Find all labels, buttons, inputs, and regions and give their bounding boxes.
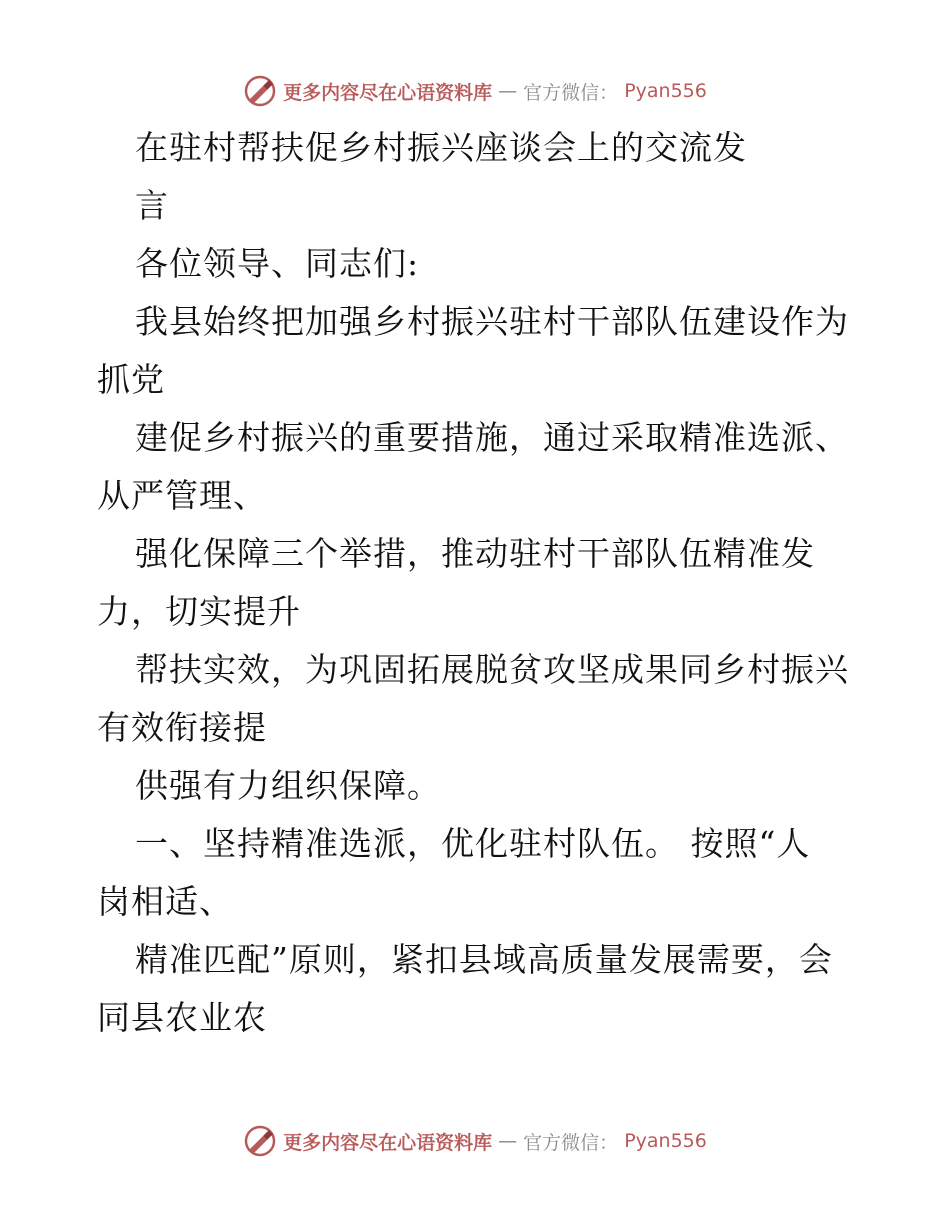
paragraph-line: 从严管理、 xyxy=(97,476,267,515)
paragraph-line: 有效衔接提 xyxy=(97,708,267,747)
paragraph-line: 抓党 xyxy=(97,360,165,399)
pen-logo-icon xyxy=(243,1124,277,1158)
paragraph-line: 帮扶实效，为巩固拓展脱贫攻坚成果同乡村振兴 xyxy=(135,650,849,689)
watermark-separator: — xyxy=(498,80,518,102)
paragraph-line: 我县始终把加强乡村振兴驻村干部队伍建设作为 xyxy=(135,302,849,341)
paragraph-line: 强化保障三个举措，推动驻村干部队伍精准发 xyxy=(135,534,815,573)
salutation-line: 各位领导、同志们: xyxy=(135,244,420,283)
paragraph-line: 岗相适、 xyxy=(97,882,233,921)
watermark-site-text: 更多内容尽在心语资料库 xyxy=(283,1131,493,1154)
paragraph-line: 精准匹配”原则，紧扣县域高质量发展需要，会 xyxy=(135,940,833,979)
paragraph-line: 力，切实提升 xyxy=(97,592,301,631)
watermark-wechat-label: 官方微信： xyxy=(523,1131,619,1154)
paragraph-line: 供强有力组织保障。 xyxy=(135,766,441,805)
paragraph-line: 建促乡村振兴的重要措施，通过采取精准选派、 xyxy=(135,418,849,457)
document-title-line-2: 言 xyxy=(135,186,169,225)
watermark-site-text: 更多内容尽在心语资料库 xyxy=(283,81,493,104)
footer-watermark xyxy=(0,1121,950,1161)
watermark-wechat-label: 官方微信： xyxy=(523,81,619,104)
section-heading-line: 一、坚持精准选派，优化驻村队伍。 按照“人 xyxy=(135,824,811,863)
document-title-line-1: 在驻村帮扶促乡村振兴座谈会上的交流发 xyxy=(135,128,747,167)
pen-logo-icon xyxy=(243,74,277,108)
watermark-wechat-id: Pyan556 xyxy=(624,80,707,102)
watermark-wechat-id: Pyan556 xyxy=(624,1130,707,1152)
paragraph-line: 同县农业农 xyxy=(97,998,267,1037)
header-watermark xyxy=(0,71,950,111)
watermark-separator: — xyxy=(498,1130,518,1152)
